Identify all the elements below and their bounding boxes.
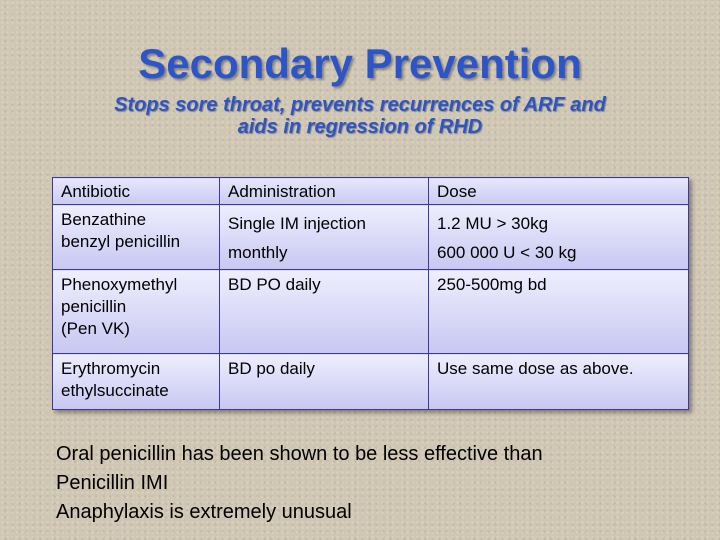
cell-administration xyxy=(220,205,429,270)
header-antibiotic: Antibiotic xyxy=(53,178,220,205)
cell-line: benzyl penicillin xyxy=(61,232,181,251)
table-row xyxy=(53,354,689,410)
cell-line: Use same dose as above. xyxy=(437,359,634,378)
cell-dose xyxy=(429,354,689,410)
cell-antibiotic xyxy=(53,205,220,270)
cell-line: BD po daily xyxy=(228,359,315,378)
cell-line: 250-500mg bd xyxy=(437,275,547,294)
slide-subtitle xyxy=(60,94,660,138)
note-line: Oral penicillin has been shown to be less effective than xyxy=(56,443,543,465)
cell-line: Single IM injection xyxy=(228,214,366,233)
cell-line: (Pen VK) xyxy=(61,319,130,338)
note-line: Anaphylaxis is extremely unusual xyxy=(56,501,352,523)
slide-title: Secondary Prevention xyxy=(138,40,582,87)
header-dose: Dose xyxy=(429,178,689,205)
cell-administration xyxy=(220,270,429,354)
cell-dose xyxy=(429,205,689,270)
table-row xyxy=(53,205,689,270)
header-administration: Administration xyxy=(220,178,429,205)
subtitle-line: aids in regression of RHD xyxy=(237,116,483,138)
cell-dose xyxy=(429,270,689,354)
cell-line: BD PO daily xyxy=(228,275,321,294)
cell-antibiotic xyxy=(53,270,220,354)
table-header-row xyxy=(53,178,689,205)
cell-line: 1.2 MU > 30kg xyxy=(437,214,549,233)
cell-line: penicillin xyxy=(61,297,127,316)
notes-text xyxy=(56,440,696,527)
cell-administration xyxy=(220,354,429,410)
cell-antibiotic xyxy=(53,354,220,410)
table-row xyxy=(53,270,689,354)
cell-line: Erythromycin xyxy=(61,359,161,378)
cell-line: monthly xyxy=(228,243,288,262)
cell-line: Phenoxymethyl xyxy=(61,275,178,294)
antibiotic-table xyxy=(52,177,689,410)
subtitle-line: Stops sore throat, prevents recurrences of ARF and xyxy=(114,94,606,116)
note-line: Penicillin IMI xyxy=(56,472,169,494)
cell-line: ethylsuccinate xyxy=(61,381,169,400)
cell-line: 600 000 U < 30 kg xyxy=(437,243,577,262)
cell-line: Benzathine xyxy=(61,210,147,229)
